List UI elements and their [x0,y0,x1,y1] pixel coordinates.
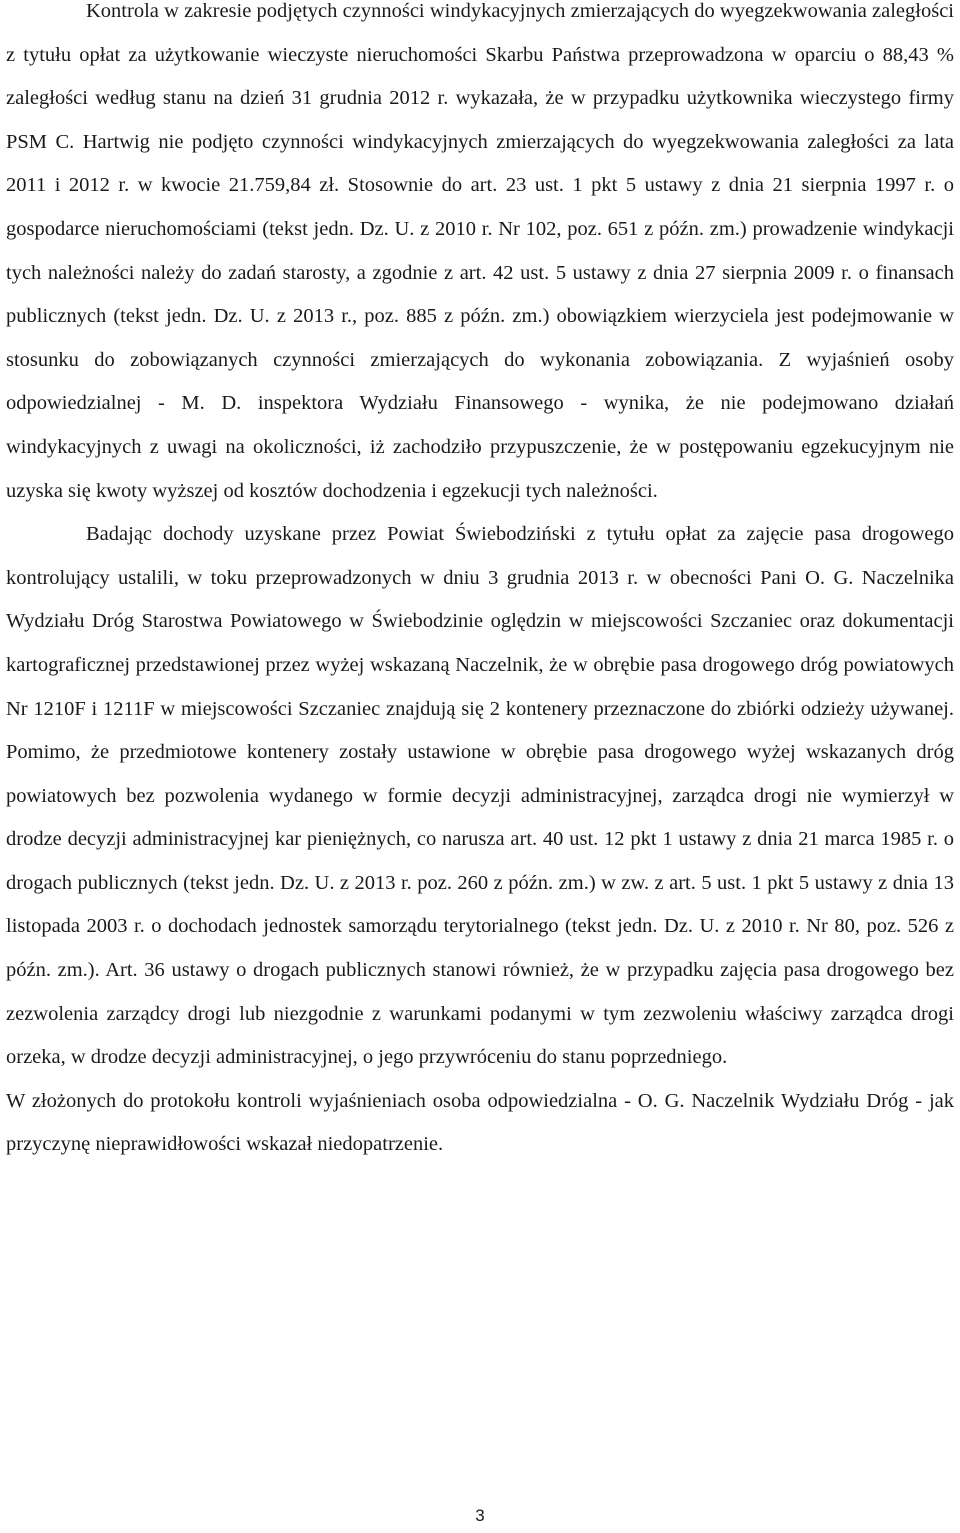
paragraph-explanations: W złożonych do protokołu kontroli wyjaśnieniach osoba odpowiedzialna - O. G. Naczelnik Wydziału Dróg - jak przyczynę nieprawidłowości wskazał niedopatrzenie. [6,1089,954,1156]
paragraph-enforcement-audit: Kontrola w zakresie podjętych czynności windykacyjnych zmierzających do wyegzekwowania zaległości z tytułu opłat za użytkowanie wieczyste nieruchomości Skarbu Państwa przeprowadzona w oparciu o 88,43 % zaległości według stanu na dzień 31 grudnia 2012 r. wykazała, że w przypadku użytkownika wieczystego firmy PSM C. Hartwig nie podjęto czynności windykacyjnych zmierzających do wyegzekwowania zaległości za lata 2011 i 2012 r. w kwocie 21.759,84 zł. Stosownie do art. 23 ust. 1 pkt 5 ustawy z dnia 21 sierpnia 1997 r. o gospodarce nieruchomościami (tekst jedn. Dz. U. z 2010 r. Nr 102, poz. 651 z późn. zm.) prowadzenie windykacji tych należności należy do zadań starosty, a zgodnie z art. 42 ust. 5 ustawy z dnia 27 sierpnia 2009 r. o finansach publicznych (tekst jedn. Dz. U. z 2013 r., poz. 885 z późn. zm.) obowiązkiem wierzyciela jest podejmowanie w stosunku do zobowiązanych czynności zmierzających do wykonania zobowiązania. Z wyjaśnień osoby odpowiedzialnej - M. D. inspektora Wydziału Finansowego - wynika, że nie podejmowano działań windykacyjnych z uwagi na okoliczności, iż zachodziło przypuszczenie, że w postępowaniu egzekucyjnym nie uzyska się kwoty wyższej od kosztów dochodzenia i egzekucji tych należności. [6,0,954,502]
paragraph-road-lane-fees: Badając dochody uzyskane przez Powiat Świebodziński z tytułu opłat za zajęcie pasa drogowego kontrolujący ustalili, w toku przeprowadzonych w dniu 3 grudnia 2013 r. w obecności Pani O. G. Naczelnika Wydziału Dróg Starostwa Powiatowego w Świebodzinie oględzin w miejscowości Szczaniec oraz dokumentacji kartograficznej przedstawionej przez wyżej wskazaną Naczelnik, że w obrębie pasa drogowego dróg powiatowych Nr 1210F i 1211F w miejscowości Szczaniec znajdują się 2 kontenery przeznaczone do zbiórki odzieży używanej. Pomimo, że przedmiotowe kontenery zostały ustawione w obrębie pasa drogowego wyżej wskazanych dróg powiatowych bez pozwolenia wydanego w formie decyzji administracyjnej, zarządca drogi nie wymierzył w drodze decyzji administracyjnej kar pieniężnych, co narusza art. 40 ust. 12 pkt 1 ustawy z dnia 21 marca 1985 r. o drogach publicznych (tekst jedn. Dz. U. z 2013 r. poz. 260 z późn. zm.) w zw. z art. 5 ust. 1 pkt 5 ustawy z dnia 13 listopada 2003 r. o dochodach jednostek samorządu terytorialnego (tekst jedn. Dz. U. z 2010 r. Nr 80, poz. 526 z późn. zm.). Art. 36 ustawy o drogach publicznych stanowi również, że w przypadku zajęcia pasa drogowego bez zezwolenia zarządcy drogi lub niezgodnie z warunkami podanymi w tym zezwoleniu właściwy zarządca drogi orzeka, w drodze decyzji administracyjnej, o jego przywróceniu do stanu poprzedniego. [6,523,954,1069]
document-body [6,0,954,1167]
page-number: 3 [475,1506,485,1525]
